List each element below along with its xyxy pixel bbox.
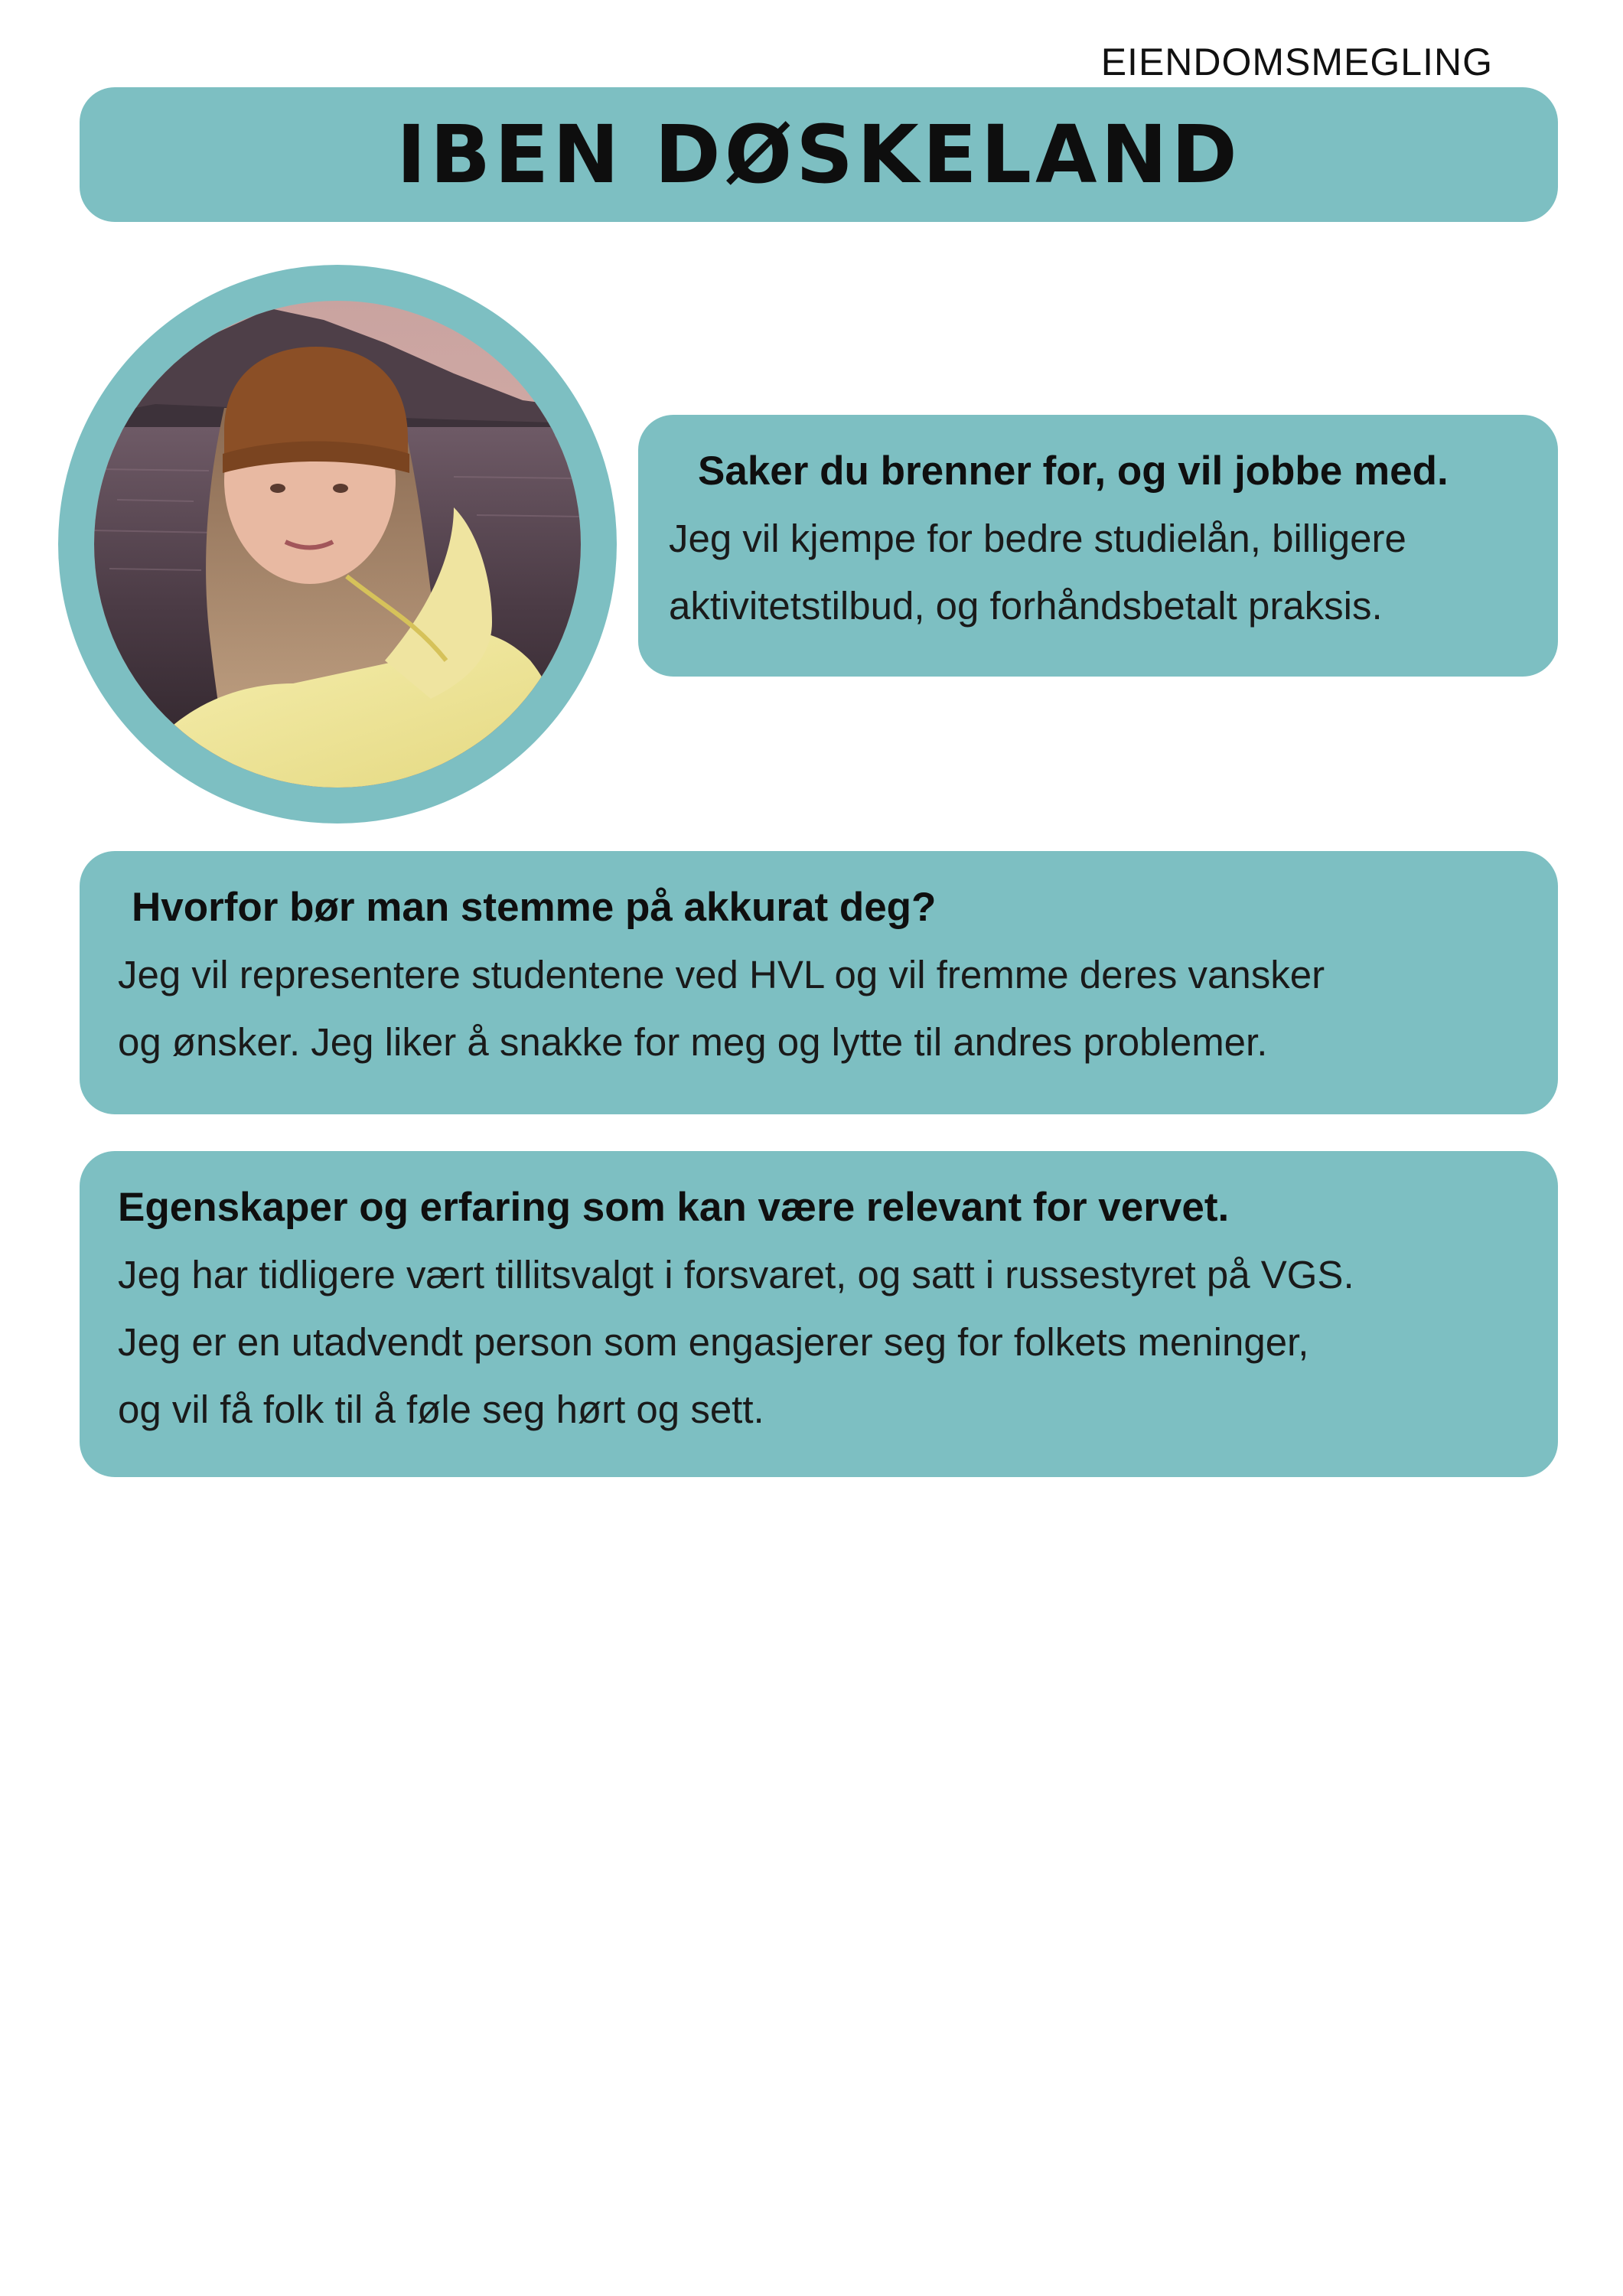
qualifications-heading: Egenskaper og erfaring som kan være relevant for vervet. [118, 1185, 1230, 1230]
issues-line-1: Jeg vil kjempe for bedre studielån, billigere [669, 517, 1406, 560]
why-vote-card [80, 851, 1558, 1114]
candidate-photo [94, 301, 581, 788]
why-vote-heading: Hvorfor bør man stemme på akkurat deg? [132, 885, 937, 930]
program-label: EIENDOMSMEGLING [1100, 41, 1493, 83]
qualifications-line-3: og vil få folk til å føle seg hørt og sett. [118, 1388, 764, 1431]
issues-line-2: aktivitetstilbud, og forhåndsbetalt praksis. [669, 584, 1383, 628]
issues-card [638, 415, 1558, 677]
candidate-name: IBEN DØSKELAND [396, 108, 1241, 201]
qualifications-line-2: Jeg er en utadvendt person som engasjerer seg for folkets meninger, [118, 1320, 1309, 1364]
qualifications-card [80, 1151, 1558, 1477]
why-vote-line-1: Jeg vil representere studentene ved HVL og vil fremme deres vansker [118, 953, 1325, 996]
name-banner [80, 87, 1558, 222]
photo-frame [58, 265, 617, 823]
qualifications-line-1: Jeg har tidligere vært tillitsvalgt i forsvaret, og satt i russestyret på VGS. [118, 1253, 1354, 1296]
issues-heading: Saker du brenner for, og vil jobbe med. [698, 448, 1449, 494]
why-vote-line-2: og ønsker. Jeg liker å snakke for meg og lytte til andres problemer. [118, 1020, 1268, 1064]
